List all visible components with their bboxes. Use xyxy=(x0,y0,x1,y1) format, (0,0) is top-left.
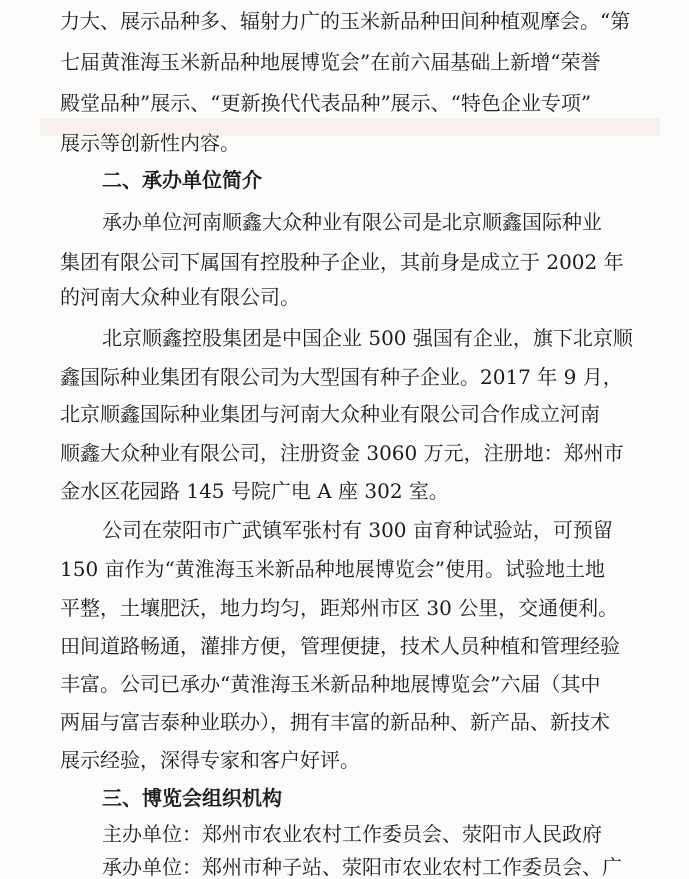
text-line-22: 主办单位：郑州市农业农村工作委员会、荥阳市人民政府 xyxy=(102,822,602,846)
text-line-19: 两届与富吉泰种业联办），拥有丰富的新品种、新产品、新技术 xyxy=(60,710,610,734)
text-line-17: 田间道路畅通，灌排方便，管理便捷，技术人员种植和管理经验 xyxy=(60,634,620,658)
text-line-16: 平整，土壤肥沃，地力均匀，距郑州市区 30 公里，交通便利。 xyxy=(60,596,619,620)
section-heading-3: 三、博览会组织机构 xyxy=(102,786,282,810)
text-line-23: 承办单位：郑州市种子站、荥阳市农业农村工作委员会、广 xyxy=(102,855,622,879)
text-line-3: 殿堂品种”展示、“更新换代代表品种”展示、“特色企业专项” xyxy=(60,91,592,115)
text-line-13: 金水区花园路 145 号院广电 A 座 302 室。 xyxy=(60,479,449,503)
text-line-8: 的河南大众种业有限公司。 xyxy=(60,285,300,309)
text-line-11: 北京顺鑫国际种业集团与河南大众种业有限公司合作成立河南 xyxy=(60,402,600,426)
text-line-10: 鑫国际种业集团有限公司为大型国有种子企业。2017 年 9 月， xyxy=(60,365,623,389)
text-line-18: 丰富。公司已承办“黄淮海玉米新品种地展博览会”六届（其中 xyxy=(60,672,601,696)
text-line-20: 展示经验，深得专家和客户好评。 xyxy=(60,748,360,772)
text-line-6: 承办单位河南顺鑫大众种业有限公司是北京顺鑫国际种业 xyxy=(102,210,602,234)
text-line-2: 七届黄淮海玉米新品种地展博览会”在前六届基础上新增“荣誉 xyxy=(60,50,601,74)
text-line-14: 公司在荥阳市广武镇军张村有 300 亩育种试验站，可预留 xyxy=(102,518,613,542)
text-line-4: 展示等创新性内容。 xyxy=(60,131,240,155)
text-line-12: 顺鑫大众种业有限公司，注册资金 3060 万元，注册地：郑州市 xyxy=(60,441,624,465)
text-line-1: 力大、展示品种多、辐射力广的玉米新品种田间种植观摩会。“第 xyxy=(60,9,631,33)
text-line-9: 北京顺鑫控股集团是中国企业 500 强国有企业，旗下北京顺 xyxy=(102,326,633,350)
section-heading-2: 二、承办单位简介 xyxy=(102,168,262,192)
text-line-7: 集团有限公司下属国有控股种子企业，其前身是成立于 2002 年 xyxy=(60,250,624,274)
text-line-15: 150 亩作为“黄淮海玉米新品种地展博览会”使用。试验地土地 xyxy=(60,557,605,581)
